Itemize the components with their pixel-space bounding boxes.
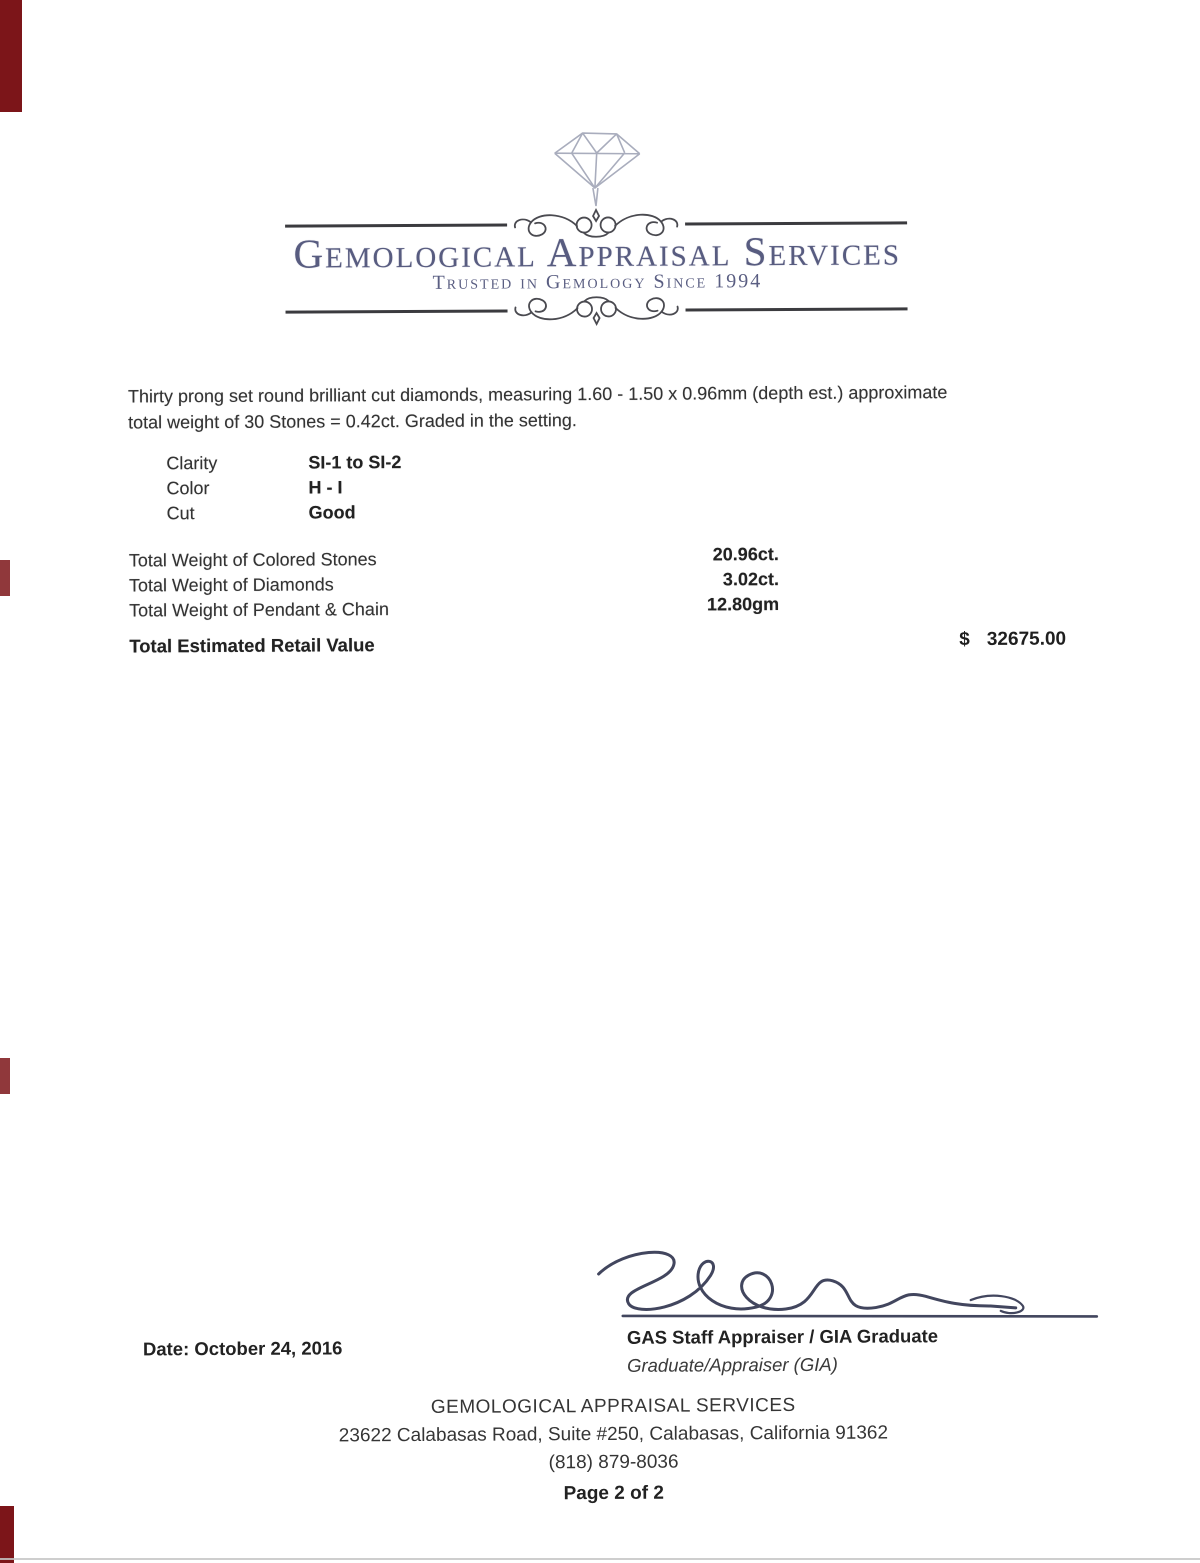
weight-label: Total Weight of Diamonds (128, 574, 334, 596)
grading-label: Color (166, 478, 210, 499)
weight-value: 12.80gm (706, 594, 780, 615)
amount: 32675.00 (986, 628, 1067, 650)
handwritten-signature (570, 1243, 1102, 1333)
total-value-label: Total Estimated Retail Value (129, 634, 375, 657)
appraiser-title-line: GAS Staff Appraiser / GIA Graduate (626, 1325, 939, 1348)
page-indicator: Page 2 of 2 (563, 1482, 664, 1505)
grading-value: Good (308, 502, 356, 523)
date-line: Date: October 24, 2016 (142, 1337, 343, 1360)
scan-bottom-edge (0, 1558, 1200, 1560)
ornamental-rule-bottom (285, 288, 907, 331)
grading-row (0, 501, 599, 529)
rule-line (286, 309, 508, 313)
weight-label: Total Weight of Colored Stones (128, 549, 377, 571)
weight-value: 20.96ct. (712, 544, 779, 565)
grading-row (0, 476, 599, 504)
weight-value: 3.02ct. (722, 569, 779, 590)
item-description (128, 379, 1038, 436)
grading-value: H - I (308, 477, 343, 498)
grading-label: Clarity (166, 452, 218, 474)
total-value-amount (959, 629, 1066, 652)
appraiser-credential-line: Graduate/Appraiser (GIA) (627, 1353, 838, 1376)
weight-label: Total Weight of Pendant & Chain (129, 599, 389, 621)
company-title: Gemological Appraisal Services (293, 227, 902, 277)
company-tagline: Trusted in Gemology Since 1994 (432, 270, 763, 294)
rule-line (285, 223, 507, 227)
scroll-flourish-icon (511, 290, 681, 331)
rule-line (686, 307, 908, 311)
footer-phone: (818) 879-8036 (548, 1451, 679, 1474)
description-line-2: total weight of 30 Stones = 0.42ct. Graded in the setting. (128, 410, 577, 433)
description-line-1: Thirty prong set round brilliant cut diamonds, measuring 1.60 - 1.50 x 0.96mm (depth est.) approximate (127, 382, 948, 407)
rule-line (685, 221, 907, 225)
weight-row (0, 596, 899, 626)
grading-label: Cut (166, 503, 195, 524)
grading-value: SI-1 to SI-2 (308, 452, 402, 473)
footer-address: 23622 Calabasas Road, Suite #250, Calabasas, California 91362 (338, 1422, 889, 1447)
grading-row (0, 451, 598, 479)
letterhead (0, 0, 1196, 294)
currency-symbol: $ (959, 629, 970, 651)
footer-company-name: GEMOLOGICAL APPRAISAL SERVICES (430, 1394, 796, 1418)
